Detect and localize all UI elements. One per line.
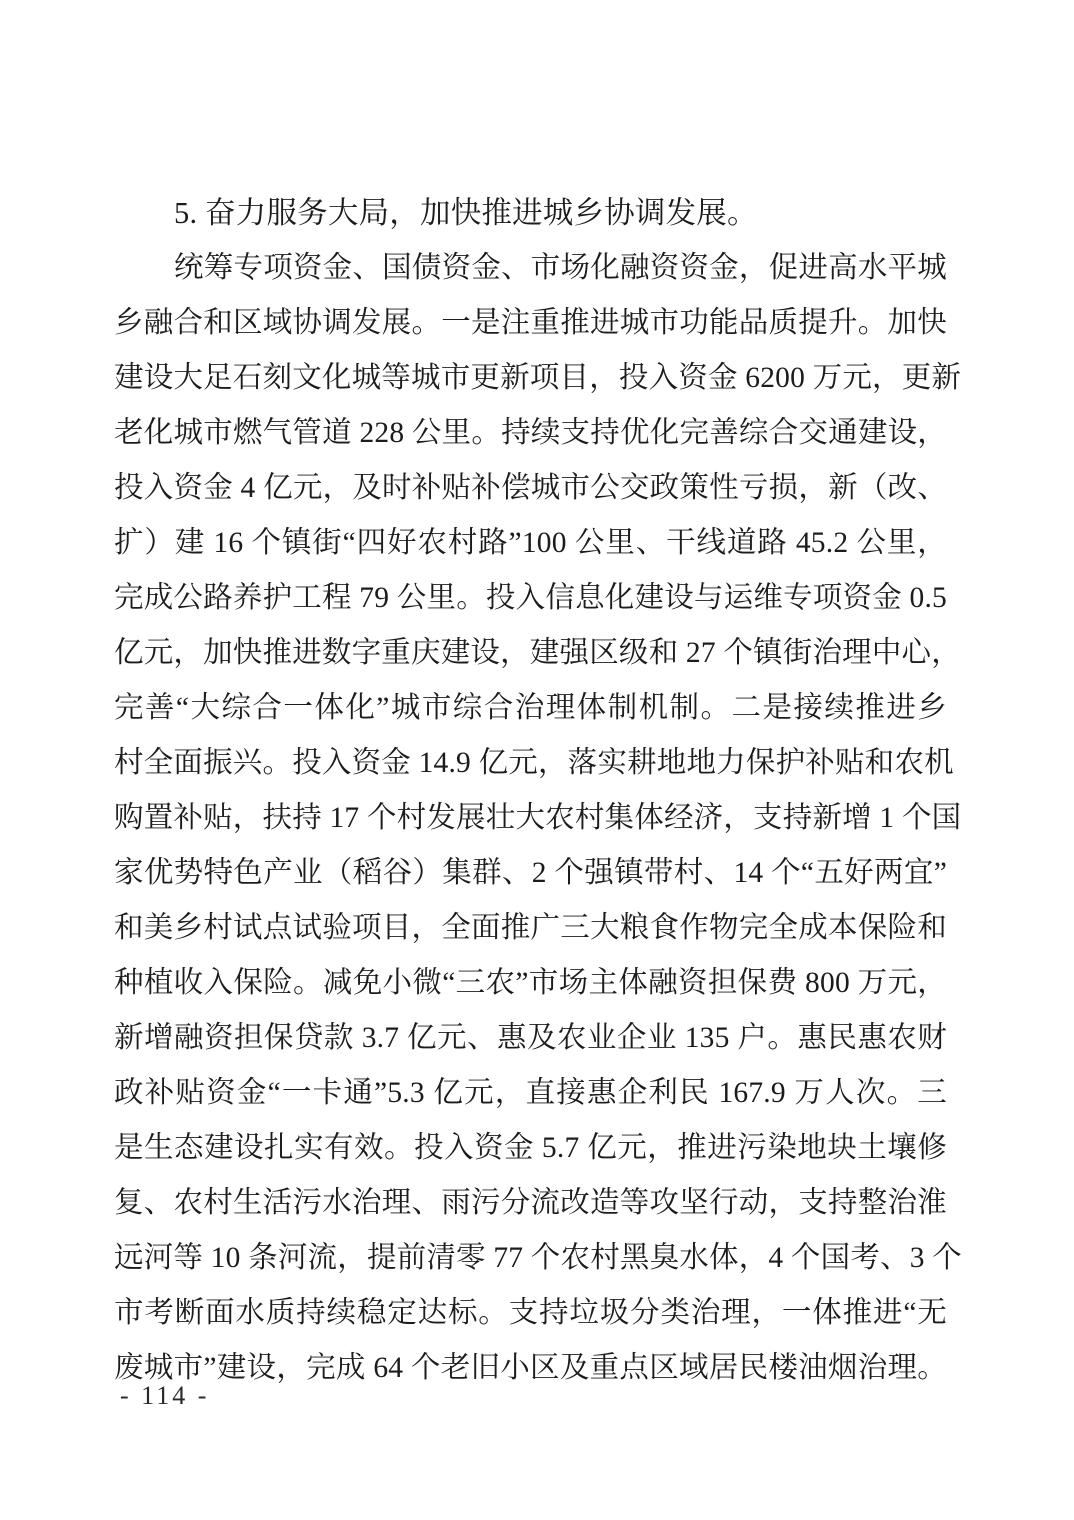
paragraph-line: 复、农村生活污水治理、雨污分流改造等攻坚行动，支持整治淮	[114, 1187, 947, 1219]
body-paragraph	[114, 241, 962, 1396]
paragraph-line: 是生态建设扎实有效。投入资金 5.7 亿元，推进污染地块土壤修	[114, 1132, 947, 1164]
paragraph-line: 建设大足石刻文化城等城市更新项目，投入资金 6200 万元，更新	[114, 362, 962, 394]
paragraph-line: 统筹专项资金、国债资金、市场化融资资金，促进高水平城	[174, 252, 947, 284]
paragraph-line: 废城市”建设，完成 64 个老旧小区及重点区域居民楼油烟治理。	[114, 1352, 947, 1384]
paragraph-line: 政补贴资金“一卡通”5.3 亿元，直接惠企利民 167.9 万人次。三	[114, 1077, 947, 1109]
paragraph-line: 购置补贴，扶持 17 个村发展壮大农村集体经济，支持新增 1 个国	[114, 802, 962, 834]
paragraph-line: 远河等 10 条河流，提前清零 77 个农村黑臭水体，4 个国考、3 个	[114, 1242, 962, 1274]
paragraph-line: 完善“大综合一体化”城市综合治理体制机制。二是接续推进乡	[114, 692, 947, 724]
paragraph-line: 和美乡村试点试验项目，全面推广三大粮食作物完全成本保险和	[114, 912, 947, 944]
paragraph-line: 家优势特色产业（稻谷）集群、2 个强镇带村、14 个“五好两宜”	[114, 857, 947, 889]
paragraph-line: 完成公路养护工程 79 公里。投入信息化建设与运维专项资金 0.5	[114, 582, 947, 614]
paragraph-line: 村全面振兴。投入资金 14.9 亿元，落实耕地地力保护补贴和农机	[114, 747, 954, 779]
paragraph-line: 市考断面水质持续稳定达标。支持垃圾分类治理，一体推进“无	[114, 1297, 947, 1329]
paragraph-line: 新增融资担保贷款 3.7 亿元、惠及农业企业 135 户。惠民惠农财	[114, 1022, 947, 1054]
paragraph-line: 乡融合和区域协调发展。一是注重推进城市功能品质提升。加快	[114, 307, 947, 339]
page-number: - 114 -	[120, 1381, 210, 1410]
paragraph-line: 亿元，加快推进数字重庆建设，建强区级和 27 个镇街治理中心，	[114, 637, 961, 669]
paragraph-line: 投入资金 4 亿元，及时补贴补偿城市公交政策性亏损，新（改、	[114, 472, 947, 504]
paragraph-line: 扩）建 16 个镇街“四好农村路”100 公里、干线道路 45.2 公里，	[114, 527, 947, 559]
paragraph-line: 种植收入保险。减免小微“三农”市场主体融资担保费 800 万元，	[114, 967, 947, 999]
section-heading: 5. 奋力服务大局，加快推进城乡协调发展。	[174, 196, 758, 230]
paragraph-line: 老化城市燃气管道 228 公里。持续支持优化完善综合交通建设，	[114, 417, 947, 449]
text-block	[114, 186, 962, 1396]
